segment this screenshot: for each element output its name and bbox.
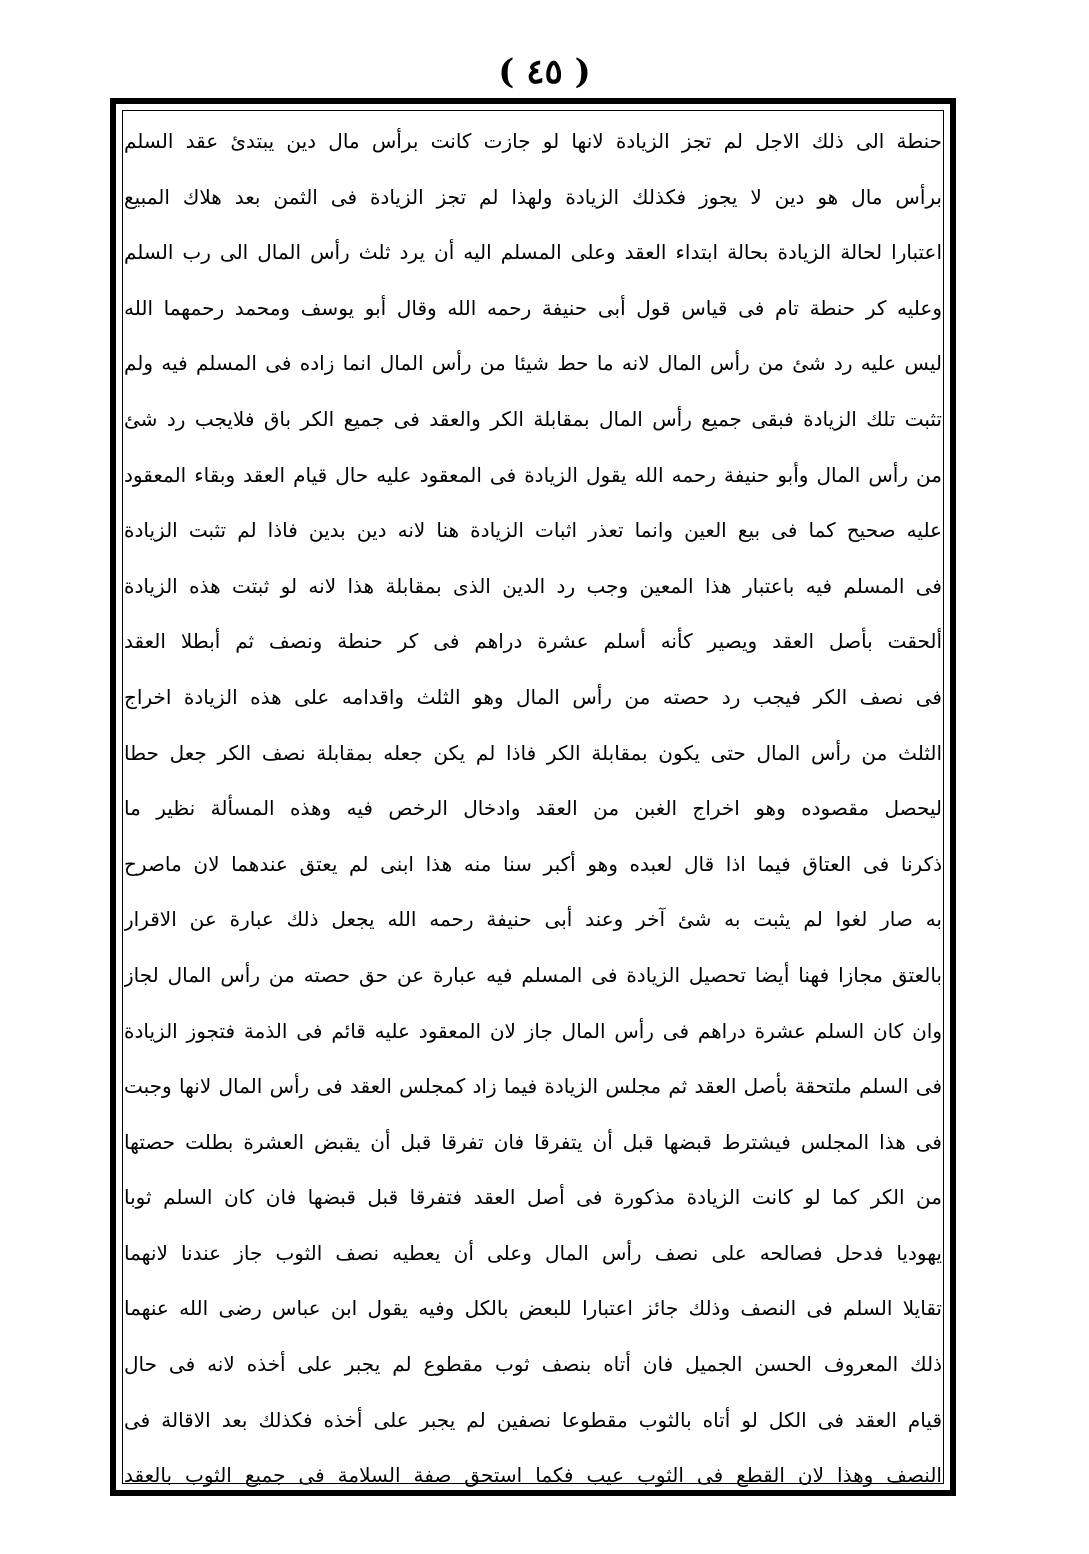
text-line: به صار لغوا لم يثبت به شئ آخر وعند أبى حنيفة رحمه الله يجعل ذلك عبارة عن الاقرار bbox=[124, 907, 942, 932]
text-line: النصف وهذا لان القطع فى الثوب عيب فكما استحق صفة السلامة فى جميع الثوب بالعقد bbox=[124, 1463, 942, 1488]
text-line: وعليه كر حنطة تام فى قياس قول أبى حنيفة رحمه الله وقال أبو يوسف ومحمد رحمهما الله bbox=[124, 295, 942, 320]
page-number: ( ٤٥ ) bbox=[498, 52, 591, 92]
text-line: ألحقت بأصل العقد ويصير كأنه أسلم عشرة دراهم فى كر حنطة ونصف ثم أبطلا العقد bbox=[124, 629, 942, 654]
text-line: ذكرنا فى العتاق فيما اذا قال لعبده وهو أكبر سنا منه هذا ابنى لم يعتق عندهما لان ماصرح bbox=[124, 851, 942, 876]
text-line: تثبت تلك الزيادة فبقى جميع رأس المال بمقابلة الكر والعقد فى جميع الكر باق فلايجب رد شئ bbox=[124, 406, 942, 431]
text-line: حنطة الى ذلك الاجل لم تجز الزيادة لانها لو جازت كانت برأس مال دين يبتدئ عقد السلم bbox=[124, 129, 942, 153]
text-line: ليحصل مقصوده وهو اخراج الغبن من العقد وادخال الرخص فيه وهذه المسألة نظير ما bbox=[124, 796, 942, 821]
text-line: اعتبارا لحالة الزيادة بحالة ابتداء العقد وعلى المسلم اليه أن يرد ثلث رأس المال الى رب السلم bbox=[124, 240, 942, 265]
text-line: قيام العقد فى الكل لو أتاه بالثوب مقطوعا نصفين لم يجبر على أخذه فكذلك بعد الاقالة فى bbox=[124, 1407, 942, 1432]
text-line: فى نصف الكر فيجب رد حصته من رأس المال وهو الثلث واقدامه على هذه الزيادة اخراج bbox=[124, 684, 942, 709]
text-line: فى السلم ملتحقة بأصل العقد ثم مجلس الزيادة فيما زاد كمجلس العقد فى رأس المال لانها وجبت bbox=[124, 1074, 942, 1099]
text-line: فى هذا المجلس فيشترط قبضها قبل أن يتفرقا فان تفرقا قبل أن يقبض العشرة بطلت حصتها bbox=[124, 1129, 942, 1154]
text-line: من رأس المال وأبو حنيفة رحمه الله يقول الزيادة فى المعقود عليه حال قيام العقد وبقاء المعقود bbox=[124, 462, 942, 487]
text-line: ذلك المعروف الحسن الجميل فان أتاه بنصف ثوب مقطوع لم يجبر على أخذه لانه فى حال bbox=[124, 1352, 942, 1377]
text-line: تقايلا السلم فى النصف وذلك جائز اعتبارا للبعض بالكل وفيه يقول ابن عباس رضى الله عنهما bbox=[124, 1296, 942, 1321]
text-line: ليس عليه رد شئ من رأس المال لانه ما حط شيئا من رأس المال انما زاده فى المسلم فيه ولم bbox=[124, 351, 942, 376]
text-line: وان كان السلم عشرة دراهم فى رأس المال جاز لان المعقود عليه قائم فى الذمة فتجوز الزيادة bbox=[124, 1018, 942, 1043]
text-line: فى المسلم فيه باعتبار هذا المعين وجب رد الدين الذى بمقابلة هذا لانه لو ثبتت هذه الزيادة bbox=[124, 573, 942, 598]
text-body bbox=[124, 114, 942, 1504]
text-line: من الكر كما لو كانت الزيادة مذكورة فى أصل العقد فتفرقا قبل قبضها فان كان السلم ثوبا bbox=[124, 1185, 942, 1210]
text-line: برأس مال هو دين لا يجوز فكذلك الزيادة ولهذا لم تجز الزيادة فى الثمن بعد هلاك المبيع bbox=[124, 184, 942, 209]
text-line: الثلث من رأس المال حتى يكون بمقابلة الكر فاذا لم يكن جعله بمقابلة نصف الكر جعل حطا bbox=[124, 740, 942, 765]
text-line: عليه صحيح كما فى بيع العين وانما تعذر اثبات الزيادة هنا لانه دين بدين فاذا لم تثبت الزيادة bbox=[124, 518, 942, 543]
text-line: يهوديا فدحل فصالحه على نصف رأس المال وعلى أن يعطيه نصف الثوب جاز عندنا لانهما bbox=[124, 1240, 942, 1265]
text-line: بالعتق مجازا فهنا أيضا تحصيل الزيادة فى المسلم فيه عبارة عن حق حصته من رأس المال لجاز bbox=[124, 962, 942, 987]
